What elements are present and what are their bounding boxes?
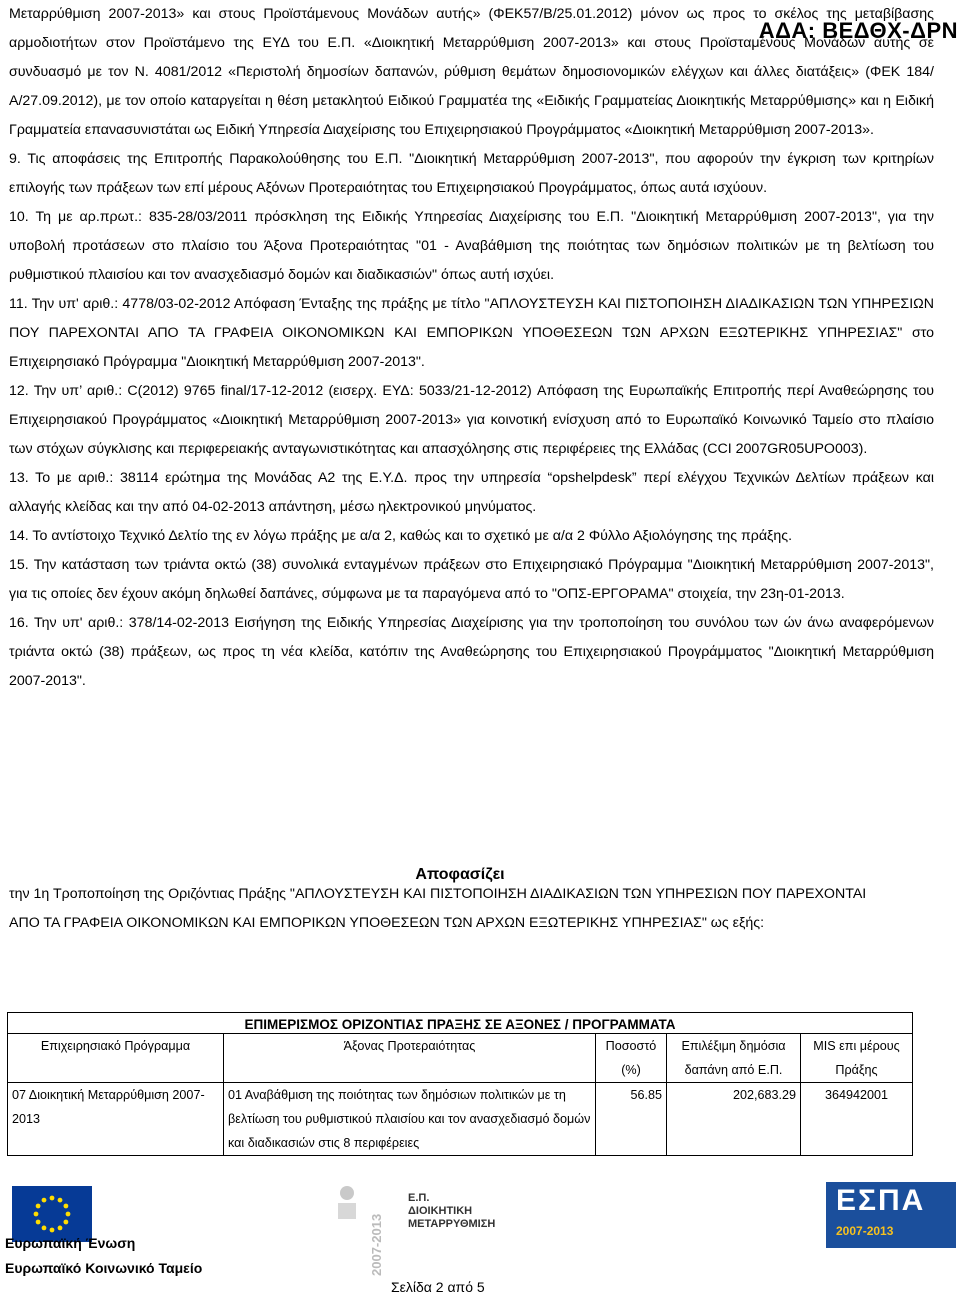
footer [0, 1176, 960, 1296]
table-header-row [8, 1034, 913, 1083]
paragraph-13: 13. Το με αριθ.: 38114 ερώτημα της Μονάδας Α2 της Ε.Υ.Δ. προς την υπηρεσία “opshelpdesk” περί ελέγχου Τεχνικών Δελτίων πράξεων και αλλαγής κλείδας και την από 04-02-2013 απάντηση, μέσω ηλεκτρονικού μηνύματος. [9, 470, 934, 515]
decision-intro: την 1η Τροποποίηση της Οριζόντιας Πράξης "ΑΠΛΟΥΣΤΕΥΣΗ ΚΑΙ ΠΙΣΤΟΠΟΙΗΣΗ ΔΙΑΔΙΚΑΣΙΩΝ ΤΩΝ ΥΠΗΡΕΣΙΩΝ ΠΟΥ ΠΑΡΕΧΟΝΤΑΙ ΑΠΟ ΤΑ ΓΡΑΦΕΙΑ ΟΙΚΟΝΟΜΙΚΩΝ ΚΑΙ ΕΜΠΟΡΙΚΩΝ ΥΠΟΘΕΣΕΩΝ ΤΩΝ ΑΡΧΩΝ ΕΞΩΤΕΡΙΚΗΣ ΥΠΗΡΕΣΙΑΣ" ως εξής: [9, 886, 867, 931]
eu-caption [5, 1231, 202, 1281]
espa-name: ΕΣΠΑ [836, 1184, 926, 1217]
document-body [9, 0, 934, 696]
ep-year-text: 2007-2013 [369, 1213, 384, 1276]
paragraph-12: 12. Την υπ’ αριθ.: C(2012) 9765 final/17-12-2012 (εισερχ. ΕΥΔ: 5033/21-12-2012) Απόφαση της Ευρωπαϊκής Επιτροπής περί Αναθεώρησης του Επιχειρησιακού Προγράμματος «Διοικητική Μεταρρύθμιση 2007-2013» για κοινοτική ενίσχυση από το Ευρωπαϊκό Κοινωνικό Ταμείο στο πλαίσιο των στόχων σύγκλισης και περιφερειακής ανταγωνιστικότητας και απασχόλησης στις περιφέρειες της Ελλάδας (CCI 2007GR05UPO003). [9, 383, 934, 457]
cell-mis: 364942001 [801, 1083, 913, 1156]
header-mis: MIS επι μέρους Πράξης [801, 1034, 913, 1083]
header-percent: Ποσοστό (%) [596, 1034, 667, 1083]
ep-emblem-icon [330, 1181, 364, 1223]
paragraph-14: 14. Το αντίστοιχο Τεχνικό Δελτίο της εν λόγω πράξης με α/α 2, καθώς και το σχετικό με α/α 2 Φύλλο Αξιολόγησης της πράξης. [9, 528, 793, 544]
ep-year-label [368, 1180, 386, 1280]
header-axis: Άξονας Προτεραιότητας [224, 1034, 596, 1083]
allocation-table [7, 1012, 913, 1156]
paragraph-10: 10. Τη με αρ.πρωτ.: 835-28/03/2011 πρόσκληση της Ειδικής Υπηρεσίας Διαχείρισης του Ε.Π. "Διοικητική Μεταρρύθμιση 2007-2013", για την υποβολή προτάσεων στο πλαίσιο του Άξονα Προτεραιότητας "01 - Αναβάθμιση της ποιότητας των δημόσιων πολιτικών με τη βελτίωση του ρυθμιστικού πλαισίου και τον ανασχεδιασμό δομών και διαδικασιών" όπως αυτή ισχύει. [9, 209, 934, 283]
ep-line-3: ΜΕΤΑΡΡΥΘΜΙΣΗ [408, 1218, 496, 1230]
paragraph-11: 11. Την υπ' αριθ.: 4778/03-02-2012 Απόφαση Ένταξης της πράξης με τίτλο "ΑΠΛΟΥΣΤΕΥΣΗ ΚΑΙ ΠΙΣΤΟΠΟΙΗΣΗ ΔΙΑΔΙΚΑΣΙΩΝ ΤΩΝ ΥΠΗΡΕΣΙΩΝ ΠΟΥ ΠΑΡΕΧΟΝΤΑΙ ΑΠΟ ΤΑ ΓΡΑΦΕΙΑ ΟΙΚΟΝΟΜΙΚΩΝ ΚΑΙ ΕΜΠΟΡΙΚΩΝ ΥΠΟΘΕΣΕΩΝ ΤΩΝ ΑΡΧΩΝ ΕΞΩΤΕΡΙΚΗΣ ΥΠΗΡΕΣΙΑΣ" στο Επιχειρησιακό Πρόγραμμα "Διοικητική Μεταρρύθμιση 2007-2013". [9, 296, 934, 370]
table-row [8, 1083, 913, 1156]
paragraph-16: 16. Την υπ' αριθ.: 378/14-02-2013 Εισήγηση της Ειδικής Υπηρεσίας Διαχείρισης για την τροποποίηση του συνόλου των ών άνω αναφερόμενων τριάντα οκτώ (38) πράξεων, ως προς τη νέα κλείδα, κατόπιν της Αναθεώρησης του Επιχειρησιακού Προγράμματος "Διοικητική Μεταρρύθμιση 2007-2013". [9, 615, 934, 689]
espa-logo [826, 1182, 956, 1248]
table-title: ΕΠΙΜΕΡΙΣΜΟΣ ΟΡΙΖΟΝΤΙΑΣ ΠΡΑΞΗΣ ΣΕ ΑΞΟΝΕΣ / ΠΡΟΓΡΑΜΜΑΤΑ [8, 1013, 913, 1034]
decision-heading: Αποφασίζει [415, 866, 505, 883]
espa-years: 2007-2013 [836, 1224, 894, 1238]
ep-title [408, 1192, 495, 1231]
ep-line-2: ΔΙΟΙΚΗΤΙΚΗ [408, 1205, 473, 1217]
header-expense: Επιλέξιμη δημόσια δαπάνη από Ε.Π. [667, 1034, 801, 1083]
cell-percent: 56.85 [596, 1083, 667, 1156]
ep-logo [330, 1181, 364, 1228]
paragraph-15: 15. Την κατάσταση των τριάντα οκτώ (38) συνολικά ενταγμένων πράξεων στο Επιχειρησιακό Πρόγραμμα "Διοικητική Μεταρρύθμιση 2007-2013", για τις οποίες δεν έχουν ακόμη δηλωθεί δαπάνες, σύμφωνα με τα παραγόμενα από το "ΟΠΣ-ΕΡΓΟΡΑΜΑ" στοιχεία, την 23η-01-2013. [9, 557, 934, 602]
header-program: Επιχειρησιακό Πρόγραμμα [8, 1034, 224, 1083]
eu-fund-label: Ευρωπαϊκό Κοινωνικό Ταμείο [5, 1260, 203, 1276]
ep-line-1: Ε.Π. [408, 1192, 430, 1204]
cell-expense: 202,683.29 [667, 1083, 801, 1156]
table-title-row [8, 1013, 913, 1034]
paragraph-continuation: Μεταρρύθμιση 2007-2013» και στους Προϊστάμενους Μονάδων αυτής» (ΦΕΚ57/Β/25.01.2012) μόνον ως προς το σκέλος της μεταβίβασης αρμοδιοτήτων στον Προϊστάμενο της ΕΥΔ του Ε.Π. «Διοικητική Μεταρρύθμιση 2007-2013» και στους Προϊσταμένους Μονάδων αυτής σε συνδυασμό με τον Ν. 4081/2012 «Περιστολή δημοσίων δαπανών, ρύθμιση θεμάτων δημοσιονομικών ελέγχων και άλλες διατάξεις» (ΦΕΚ 184/Α/27.09.2012), με τον οποίο καταργείται η θέση μετακλητού Ειδικού Γραμματέα της «Ειδικής Γραμματείας Διοικητικής Μεταρρύθμισης» και η Ειδική Γραμματεία επανασυνιστάται ως Ειδική Υπηρεσία Διαχείρισης του Επιχειρησιακού Προγράμματος «Διοικητική Μεταρρύθμιση 2007-2013». [9, 6, 934, 138]
cell-axis: 01 Αναβάθμιση της ποιότητας των δημόσιων πολιτικών με τη βελτίωση του ρυθμιστικού πλαισίου και τον ανασχεδιασμό δομών και διαδικασιών στις 8 περιφέρειες [224, 1083, 596, 1156]
eu-union-label: Ευρωπαϊκή Ένωση [5, 1235, 136, 1251]
ada-stamp: ΑΔΑ: ΒΕΔΘΧ-ΔΡΝ [758, 18, 958, 43]
cell-program: 07 Διοικητική Μεταρρύθμιση 2007-2013 [8, 1083, 224, 1156]
paragraph-9: 9. Τις αποφάσεις της Επιτροπής Παρακολούθησης του Ε.Π. "Διοικητική Μεταρρύθμιση 2007-2013", που αφορούν την έγκριση των κριτηρίων επιλογής των πράξεων των επί μέρους Αξόνων Προτεραιότητας του Επιχειρησιακού Προγράμματος, όπως αυτά ισχύουν. [9, 151, 934, 196]
page-number: Σελίδα 2 από 5 [391, 1279, 485, 1295]
